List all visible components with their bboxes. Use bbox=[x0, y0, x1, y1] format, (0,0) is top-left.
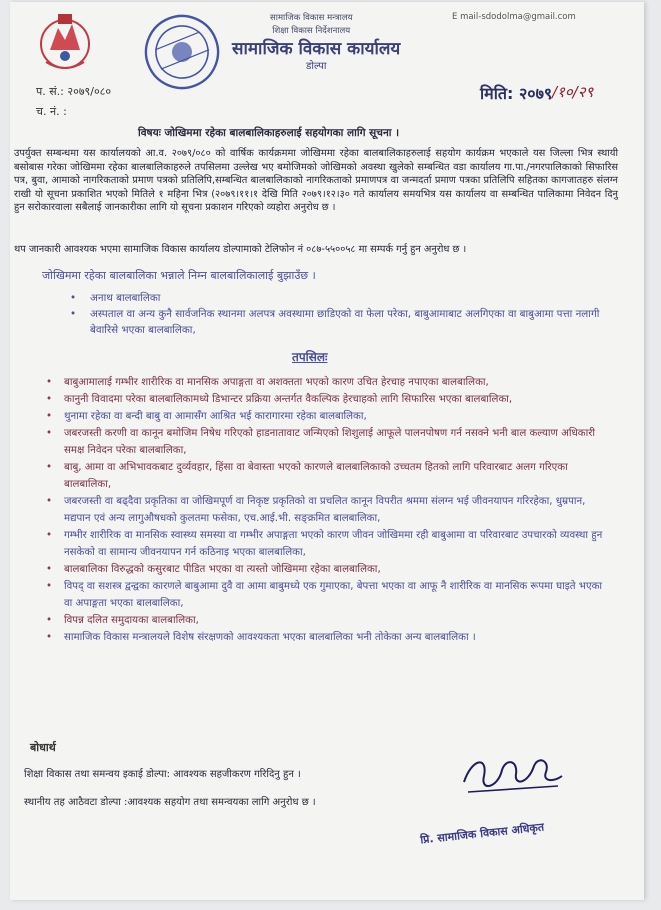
list-item: • अनाथ बालबालिका bbox=[64, 290, 624, 306]
cc-heading: बोधार्थ bbox=[30, 741, 56, 754]
list-item: • जबरजस्ती करणी वा कानून बमोजिम निषेध गरिएको हाडनातावाट जन्मिएको शिशुलाई आफूले पालनपोषण गर्न नसक्ने भनी बाल कल्याण अधिकारी समक्ष निवेदन परेका बालबालिका, bbox=[42, 425, 612, 459]
notice-page bbox=[10, 2, 644, 900]
cc-line: शिक्षा विकास तथा समन्वय इकाई डोल्पा: आवश्यक सहजीकरण गरिदिनु हुन । bbox=[24, 769, 301, 780]
dispatch-number: च. नं. : bbox=[36, 105, 67, 118]
signature-icon bbox=[458, 748, 568, 800]
date-handwritten: /१०/२९ bbox=[552, 83, 594, 101]
directorate-name: शिक्षा विकास निर्देशनालय bbox=[272, 26, 351, 36]
category-list bbox=[64, 290, 624, 338]
list-item: • जबरजस्ती वा बढ्दैवा प्रकृतिका वा जोखिमपूर्ण वा निकृष्ट प्रकृतिको वा प्रचलित कानून विपरीत श्रममा संलग्न भई जीवनयापन गरिरहेका, धुम्रपान, मद्यपान एवं अन्य लागुऔषधको कुलतमा फसेका, एच.आई.भी. सङ्क्रमित बालबालिका, bbox=[42, 493, 612, 527]
office-email: E mail-sdodolma@gmail.com bbox=[452, 12, 576, 22]
ministry-name: सामाजिक विकास मन्त्रालय bbox=[270, 13, 353, 23]
office-title: सामाजिक विकास कार्यालय bbox=[232, 39, 401, 59]
list-item: • सामाजिक विकास मन्त्रालयले विशेष संरक्षणको आवश्यकता भएका बालबालिका भनी तोकेका अन्य बालबालिका । bbox=[42, 629, 612, 646]
intro-line: जोखिममा रहेका बालबालिका भन्नाले निम्न बालबालिकालाई बुझाउँछ । bbox=[42, 269, 316, 282]
list-item: • विपन्न दलित समुदायका बालबालिका, bbox=[42, 612, 612, 629]
list-item: • अस्पताल वा अन्य कुनै सार्वजनिक स्थानमा अलपत्र अवस्थामा छाडिएको वा फेला परेका, बाबुआमाबाट अलगिएका वा बाबुआमा पत्ता नलागी बेवारिसे भएका बालबालिका, bbox=[64, 306, 624, 338]
list-item: • बालबालिका विरुद्धको कसुरबाट पीडित भएका वा त्यस्तो जोखिममा रहेका बालबालिका, bbox=[42, 561, 612, 578]
list-item: • थुनामा रहेका वा बन्दी बाबु वा आमासँग आश्रित भई कारागारमा रहेका बालबालिका, bbox=[42, 408, 612, 425]
date-label: मिति: २०७९ bbox=[480, 84, 553, 103]
conditions-list bbox=[42, 374, 612, 646]
office-seal-icon bbox=[138, 10, 226, 94]
ministry-heading bbox=[270, 12, 353, 38]
list-item: • कानुनी विवादमा परेका बालबालिकामध्ये डिभान्टर प्रक्रिया अन्तर्गत वैकल्पिक हेरचाहको लागि सिफारिस भएका बालबालिका, bbox=[42, 391, 612, 408]
nepal-emblem-icon bbox=[36, 10, 94, 72]
list-item: • विपद् वा सशस्त्र द्वन्द्वका कारणले बाबुआमा दुवै वा आमा बाबुमध्ये एक गुमाएका, बेपत्ता भएका वा आफू नै शारीरिक वा मानसिक रूपमा घाइते भएका वा अपाङ्गता भएका बालबालिका, bbox=[42, 578, 612, 612]
notice-body: उपर्युक्त सम्बन्धमा यस कार्यालयको आ.व. २०७९/०८० को वार्षिक कार्यक्रममा जोखिममा रहेका बालबालिकाहरुलाई सहयोग कार्यक्रम भएकाले यस जिल्ला भित्र स्थायी बसोबास गरेका जोखिममा रहेका बालबालिकाहरुले तपसिलमा उल्लेख भए बमोजिमको जोखिमको अवस्था खुलेको सम्बन्धित वडा कार्यालय गा.पा./नगरपालिकाको सिफारिस पत्र, बुवा, आमाको नागरिकताको प्रमाण पत्रको प्रतिलिपि,सम्बन्धित बालबालिकाको नागरिकताको प्रमाणपत्र वा जन्मदर्ता प्रमाण पत्रका प्रतिलिपि सहितका कागजातहरु संलग्न राखी यो सूचना प्रकाशित भएको मितिले १ महिना भित्र (२०७९।११।१ देखि मिति २०७९।१२।३० गते कार्यालय समयभित्र यस कार्यालय वा सम्बन्धित पालिकामा निवेदन दिनु हुन सरोकारवाला सबैलाई जानकारीका लागि यो सूचना प्रकाशन गरिएको व्यहोरा अनुरोध छ । bbox=[14, 148, 618, 214]
list-item: • बाबु, आमा वा अभिभावकबाट दुर्व्यवहार, हिंसा वा बेवास्ता भएको कारणले बालबालिकाको उच्चतम हितको लागि परिवारबाट अलग गरिएका बालबालिका, bbox=[42, 459, 612, 493]
subject-line: विषयः जोखिममा रहेका बालबालिकाहरुलाई सहयोगका लागि सूचना । bbox=[138, 127, 400, 139]
designation: प्रि. सामाजिक विकास अधिकृत bbox=[419, 820, 545, 847]
letter-number: प. सं.: २०७९/०८० bbox=[36, 85, 112, 98]
contact-note: थप जानकारी आवश्यक भएमा सामाजिक विकास कार्यालय डोल्पामाको टेलिफोन नं ०८७-५५००५८ मा सम्पर्क गर्नु हुन अनुरोध छ । bbox=[14, 244, 467, 255]
tapasil-heading: तपसिलः bbox=[292, 350, 328, 364]
list-item: • गम्भीर शारीरिक वा मानसिक स्वास्थ्य समस्या वा गम्भीर अपाङ्गता भएको कारण जीवन जोखिममा रही बाबुआमा वा परिवारबाट उपचारको व्यवस्था हुन नसकेको वा सामान्य जीवनयापन गर्न कठिनाइ भएका बालबालिका, bbox=[42, 527, 612, 561]
cc-line: स्थानीय तह आठैवटा डोल्पा :आवश्यक सहयोग तथा समन्वयका लागि अनुरोध छ । bbox=[24, 797, 316, 808]
office-location: डोल्पा bbox=[306, 61, 327, 72]
list-item: • बाबुआमालाई गम्भीर शारीरिक वा मानसिक अपाङ्गता वा अशक्तता भएको कारण उचित हेरचाह नपाएका बालबालिका, bbox=[42, 374, 612, 391]
